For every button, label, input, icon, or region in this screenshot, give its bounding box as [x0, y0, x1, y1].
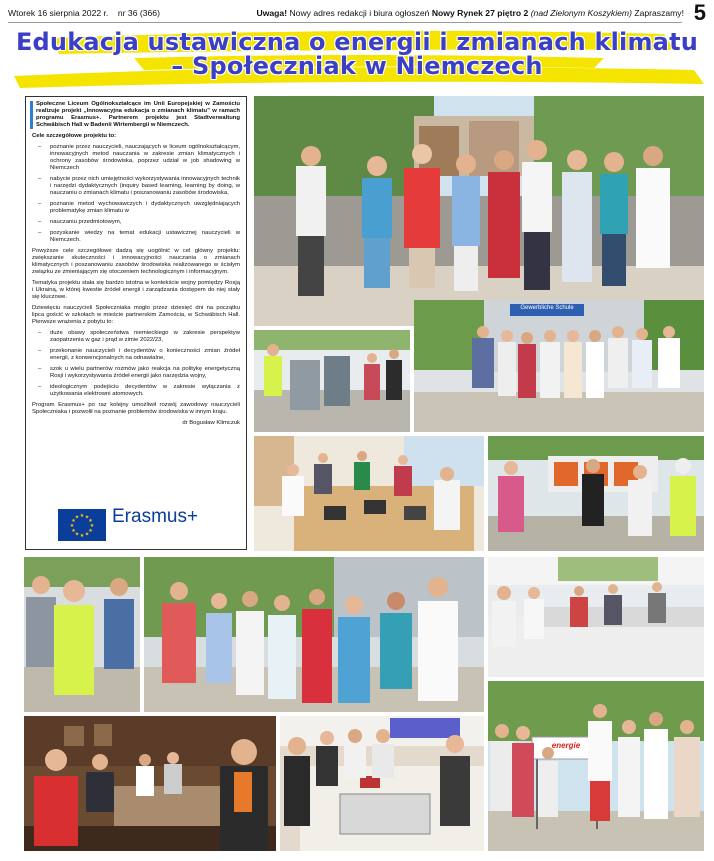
- photo-computer-room: [488, 557, 704, 677]
- svg-text:★: ★: [74, 531, 80, 538]
- goal-item: – pozyskanie wiedzy na temat edukacji ustawicznej nauczycieli w Niemczech.: [44, 230, 240, 244]
- notice-address: Nowy Rynek 27 piętro 2: [431, 8, 529, 18]
- goal-item: – nauczaniu przedmiotowym,: [44, 219, 240, 226]
- photo-recycling-yard: [488, 436, 704, 551]
- photo-energy-storage: [254, 330, 410, 432]
- erasmus-logo-text: Erasmus+: [112, 506, 199, 527]
- photo-group-school: [414, 300, 704, 432]
- svg-text:★: ★: [88, 528, 93, 534]
- goal-item: – nabycie przez nich umiejętności wykorzystywania innowacyjnych technik i narzędzi dydaktycznych (inquiry based learning, learning by doing, w nauczaniu o zmianach klimatu i poszanowaniu zasobów środowiska,: [44, 176, 240, 197]
- paragraph-visit: Dziewięciu nauczycieli Społeczniaka mogło przez dziesięć dni na początku lipca gościć w szkołach w mieście partnerskim Zamościa, w Schwäbisch Hall. Pierwsze wrażenia z pobytu to:: [32, 305, 240, 325]
- eu-flag-icon: [58, 509, 106, 541]
- goals-list: [32, 144, 240, 244]
- address-notice: [257, 8, 685, 18]
- article-intro: Społeczne Liceum Ogólnokształcące im Unii Europejskiej w Zamościu realizuje projekt „Innowacyjna edukacja o zmianach klimatu” w ramach programu Erasmus+. Partnerem projektu jest Stadtverwaltung Schwäbisch Hall w Badenii Wirtembergii w Niemczech.: [36, 101, 240, 128]
- author-signature: dr Bogusław Klimczuk: [182, 420, 240, 426]
- svg-text:★: ★: [79, 533, 85, 539]
- notice-end: Zapraszamy!: [634, 8, 684, 18]
- impression-item: – szok u wielu partnerów rozmów jako reakcja na politykę energetyczną Rosji i wykorzystywania źródeł energii jako narzędzia wojny,: [44, 366, 240, 380]
- paragraph-war-context: Tematyka projektu stała się bardzo istotna w kontekście wojny pomiędzy Rosją i Ukrainą, w której kwestie źródeł energii i zarządzania dostępem do niej stały się kluczowe.: [32, 280, 240, 300]
- notice-paren: (nad Zielonym Koszykiem): [530, 8, 632, 18]
- photo-restaurant: [24, 716, 276, 851]
- page-number: 5: [693, 0, 706, 25]
- impression-item: – przekonanie nauczycieli i decydentów o konieczności zmian źródeł energii, z konwencjonalnych na odnawialne,: [44, 348, 240, 362]
- photo-group-old-town: [254, 96, 704, 326]
- svg-text:★: ★: [84, 531, 90, 538]
- energie-sign-label: energie: [551, 741, 581, 750]
- photo-group-building: [144, 557, 484, 712]
- paragraph-conclusion: Program Erasmus+ po raz kolejny umożliwił rozwój zawodowy nauczycieli Społeczniaka i pozwolił na poznanie problemów środowiska w innym kraju.: [32, 402, 240, 415]
- school-sign-label: Gewerbliche Schule: [520, 305, 574, 311]
- notice-lead: Uwaga!: [256, 8, 288, 18]
- photo-lab-table: [280, 716, 484, 851]
- svg-text:★: ★: [71, 518, 76, 524]
- photo-safety-vests: [24, 557, 140, 712]
- title-line-2: – Społeczniak w Niemczech: [171, 52, 543, 80]
- impression-item: – ideologicznym podejściu decydentów w zakresie wyłączania z użytkowania elektrowni atomowych.: [44, 384, 240, 398]
- svg-text:★: ★: [69, 523, 75, 529]
- svg-text:★: ★: [79, 513, 85, 519]
- page-header: [8, 0, 706, 25]
- erasmus-logo: [58, 507, 218, 543]
- svg-text:★: ★: [71, 528, 76, 534]
- svg-text:★: ★: [88, 518, 93, 524]
- impressions-list: [32, 330, 240, 398]
- issue-number: nr 36 (366): [117, 8, 160, 18]
- notice-text: Nowy adres redakcji i biura ogłoszeń: [289, 8, 430, 18]
- header-rule: [8, 22, 682, 23]
- svg-text:★: ★: [74, 514, 80, 521]
- article-title: [0, 30, 714, 78]
- intro-accent-bar: [30, 101, 33, 129]
- issue-info: [8, 8, 160, 18]
- goals-heading: Cele szczegółowe projektu to:: [32, 133, 117, 139]
- goal-item: – poznanie przez nauczycieli, nauczających w liceum ogólnokształcącym, innowacyjnych metod nauczania w zakresie zmian klimatycznych i ochrony zasobów środowiska, poprzez udział w job shadowing w Niemczech: [44, 144, 240, 172]
- svg-text:★: ★: [84, 514, 90, 521]
- issue-date: Wtorek 16 sierpnia 2022 r.: [8, 8, 109, 18]
- article-text-box: [25, 96, 247, 550]
- svg-text:★: ★: [89, 523, 95, 529]
- photo-classroom-laptops: [254, 436, 484, 551]
- goal-item: – poznanie metod wychowawczych i dydaktycznych uwzględniających problematykę zmian klimatu w: [44, 201, 240, 215]
- photo-group-energie-sign: [488, 681, 704, 851]
- paragraph-main-goal: Powyższe cele szczegółowe dadzą się uogólnić w cel główny projektu: zwiększanie skuteczności i innowacyjności nauczania o zmianach klimatycznych i poszanowaniu zasobów środowiska realizowanego w ścisłym związku ze zmieniającym się otoczeniem technologicznym i informacyjnym.: [32, 248, 240, 275]
- title-line-1: Edukacja ustawiczna o energii i zmianach klimatu: [15, 28, 699, 56]
- impression-item: – duże obawy społeczeństwa niemieckiego w zakresie perspektyw zaopatrzenia w gaz i prąd w zimie 2022/23,: [44, 330, 240, 344]
